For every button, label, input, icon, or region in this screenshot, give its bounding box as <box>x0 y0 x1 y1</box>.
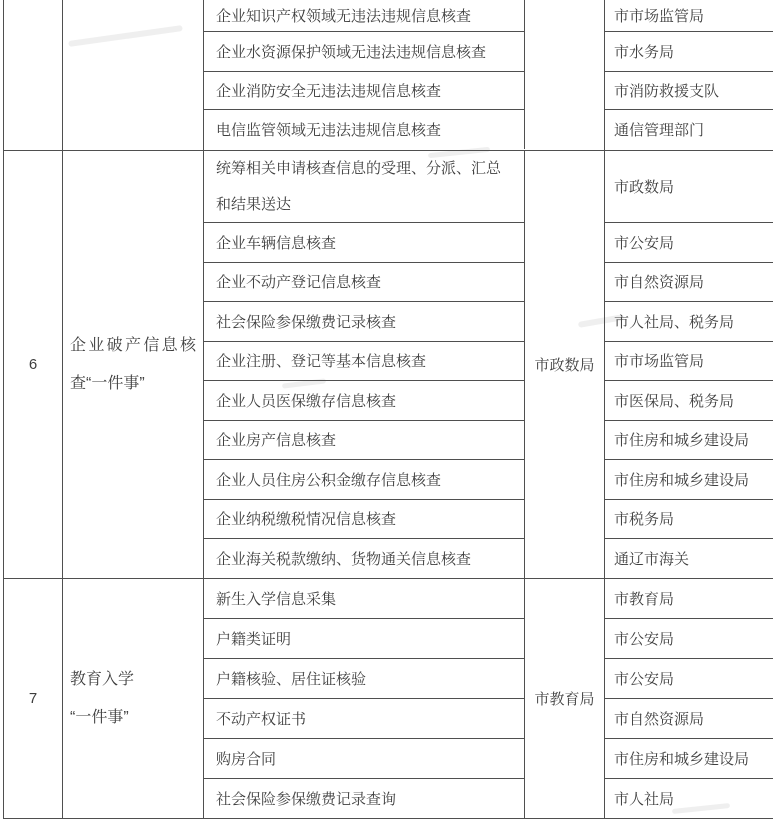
dept-cell <box>605 151 773 223</box>
dept-cell <box>605 263 773 303</box>
services-table <box>3 0 773 819</box>
dept-cell <box>605 619 773 659</box>
dept-text: 市医保局、税务局 <box>614 392 735 410</box>
table-section-7 <box>4 579 773 819</box>
task-cell <box>204 110 525 149</box>
task-text: 户籍核验、居住证核验 <box>216 671 367 688</box>
task-column <box>204 151 525 578</box>
coordinator-text: 市政数局 <box>534 357 595 374</box>
task-text: 企业人员医保缴存信息核查 <box>216 392 397 410</box>
dept-cell <box>605 739 773 779</box>
dept-text: 市税务局 <box>614 511 675 529</box>
dept-text: 市自然资源局 <box>614 274 705 292</box>
dept-cell <box>605 110 773 149</box>
dept-cell <box>605 302 773 342</box>
task-cell <box>204 302 525 342</box>
dept-text: 市消防救援支队 <box>614 83 720 100</box>
coordinator-text: 市教育局 <box>534 691 595 708</box>
task-cell <box>204 659 525 699</box>
table-section-6 <box>4 151 773 579</box>
task-text: 统筹相关申请核查信息的受理、分派、汇总和结果送达 <box>216 159 502 213</box>
task-text: 不动产权证书 <box>216 711 307 728</box>
dept-cell <box>605 779 773 818</box>
dept-text: 市人社局、税务局 <box>614 313 735 331</box>
section-category-cell <box>63 151 204 578</box>
dept-cell <box>605 421 773 461</box>
task-cell <box>204 0 525 32</box>
task-text: 电信监管领域无违法违规信息核查 <box>216 122 442 139</box>
task-cell <box>204 381 525 421</box>
task-cell <box>204 151 525 223</box>
dept-text: 市自然资源局 <box>614 711 705 728</box>
task-cell <box>204 421 525 461</box>
dept-cell <box>605 460 773 500</box>
task-text: 社会保险参保缴费记录核查 <box>216 313 397 331</box>
task-cell <box>204 539 525 578</box>
task-cell <box>204 500 525 540</box>
dept-cell <box>605 579 773 619</box>
dept-text: 市政数局 <box>614 179 675 196</box>
task-cell <box>204 739 525 779</box>
task-column <box>204 579 525 818</box>
dept-text: 通辽市海关 <box>614 551 690 568</box>
task-cell <box>204 263 525 303</box>
dept-text: 市公安局 <box>614 671 675 688</box>
section-number-cell <box>4 579 63 818</box>
task-cell <box>204 579 525 619</box>
dept-text: 市公安局 <box>614 234 675 252</box>
section-category-cell <box>63 579 204 818</box>
task-text: 企业水资源保护领域无违法违规信息核查 <box>216 44 487 61</box>
dept-text: 市教育局 <box>614 591 675 608</box>
department-column <box>605 579 773 818</box>
category-line: 企业破产信息核 <box>70 336 196 354</box>
section-category-cell <box>63 0 204 150</box>
dept-text: 市公安局 <box>614 631 675 648</box>
dept-cell <box>605 0 773 32</box>
task-text: 企业房产信息核查 <box>216 432 337 450</box>
task-text: 企业注册、登记等基本信息核查 <box>216 353 427 371</box>
task-cell <box>204 699 525 739</box>
dept-text: 市住房和城乡建设局 <box>614 471 750 489</box>
dept-text: 市市场监管局 <box>614 8 705 25</box>
task-text: 户籍类证明 <box>216 631 292 648</box>
task-text: 企业车辆信息核查 <box>216 234 337 252</box>
section-number: 7 <box>28 690 38 707</box>
dept-cell <box>605 223 773 263</box>
dept-cell <box>605 539 773 578</box>
department-column <box>605 151 773 578</box>
task-cell <box>204 342 525 382</box>
category-line: 教育入学 <box>70 670 135 688</box>
coordinator-cell <box>525 151 605 578</box>
task-text: 社会保险参保缴费记录查询 <box>216 791 397 808</box>
dept-cell <box>605 381 773 421</box>
section-number: 6 <box>28 356 38 373</box>
task-cell <box>204 223 525 263</box>
task-text: 企业纳税缴税情况信息核查 <box>216 511 397 529</box>
dept-cell <box>605 699 773 739</box>
department-column <box>605 0 773 150</box>
task-text: 企业不动产登记信息核查 <box>216 274 382 292</box>
task-text: 企业人员住房公积金缴存信息核查 <box>216 471 442 489</box>
task-cell <box>204 460 525 500</box>
dept-cell <box>605 500 773 540</box>
dept-text: 市住房和城乡建设局 <box>614 432 750 450</box>
dept-cell <box>605 32 773 72</box>
task-text: 企业消防安全无违法违规信息核查 <box>216 83 442 100</box>
section-number-cell <box>4 0 63 150</box>
section-number-cell <box>4 151 63 578</box>
category-line: 查“一件事” <box>70 374 145 392</box>
task-text: 购房合同 <box>216 751 277 768</box>
table-section-partial <box>4 0 773 151</box>
coordinator-cell <box>525 579 605 818</box>
dept-cell <box>605 72 773 110</box>
task-text: 新生入学信息采集 <box>216 591 337 608</box>
dept-cell <box>605 659 773 699</box>
dept-text: 市水务局 <box>614 44 675 61</box>
task-text: 企业海关税款缴纳、货物通关信息核查 <box>216 551 472 568</box>
coordinator-cell <box>525 0 605 150</box>
task-column <box>204 0 525 150</box>
task-cell <box>204 779 525 818</box>
dept-text: 市市场监管局 <box>614 353 705 371</box>
task-text: 企业知识产权领域无违法违规信息核查 <box>216 8 472 25</box>
category-line: “一件事” <box>70 708 129 726</box>
dept-cell <box>605 342 773 382</box>
dept-text: 市住房和城乡建设局 <box>614 751 750 768</box>
task-cell <box>204 72 525 110</box>
task-cell <box>204 619 525 659</box>
task-cell <box>204 32 525 72</box>
dept-text: 通信管理部门 <box>614 122 705 139</box>
dept-text: 市人社局 <box>614 791 675 808</box>
